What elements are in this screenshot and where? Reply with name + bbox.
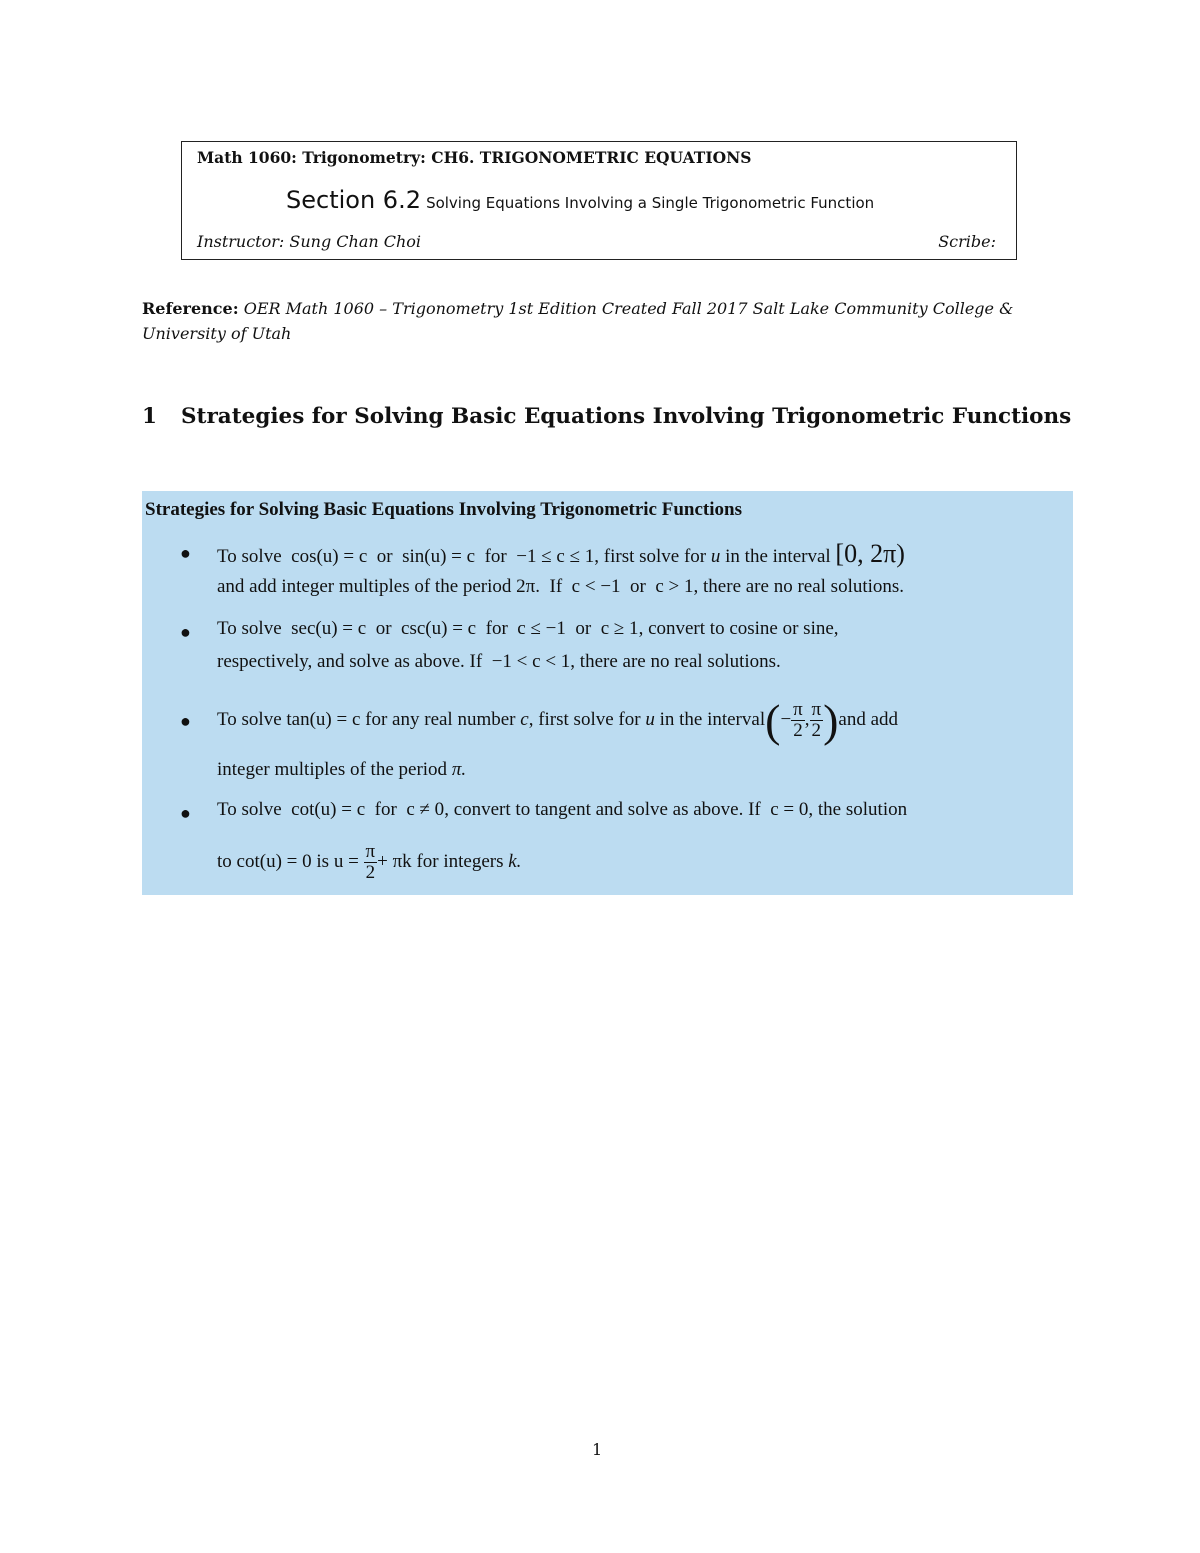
- strategy-box-title: Strategies for Solving Basic Equations Involving Trigonometric Functions: [145, 499, 742, 520]
- bullet-1-line-2: and add integer multiples of the period 2π. If c < −1 or c > 1, there are no real solutions.: [217, 576, 905, 597]
- section-heading: [142, 404, 1071, 429]
- fraction-pi-over-2: $\frac{\pi}{2}$: [811, 698, 822, 741]
- range-expression: −1 ≤ c ≤ 1: [516, 546, 595, 567]
- document-header: [181, 141, 1017, 260]
- bullet-3-line-2: integer multiples of the period π.: [217, 759, 467, 780]
- bullet-1-line-1: To solve cos(u) = c or sin(u) = c for −1 ≤ c ≤ 1, first solve for u in the interval [0, 2π): [217, 539, 905, 568]
- equation: sin(u) = c: [402, 546, 476, 567]
- equation: cot(u) = 0: [236, 851, 312, 872]
- interval-expression: [0, 2π): [835, 539, 905, 568]
- section-heading-number: 1: [142, 404, 157, 429]
- fraction-pi-over-2: $\frac{\pi}{2}$: [793, 698, 803, 741]
- course-title: Math 1060: Trigonometry: CH6. TRIGONOMETRIC EQUATIONS: [197, 148, 752, 167]
- bullet-2-line-1: To solve sec(u) = c or csc(u) = c for c ≤ −1 or c ≥ 1, convert to cosine or sine,: [217, 618, 839, 639]
- bullet-icon: ●: [180, 622, 191, 642]
- equation: tan(u) = c: [286, 709, 361, 730]
- fraction-pi-over-2: $\frac{\pi}{2}$: [365, 840, 376, 883]
- bullet-icon: ●: [180, 803, 191, 823]
- scribe: Scribe:: [938, 232, 996, 251]
- bullet-4-line-2: to cot(u) = 0 is u = $\frac{\pi}{2}$ + πk for integers k.: [217, 840, 522, 883]
- reference-text: OER Math 1060 – Trigonometry 1st Edition Created Fall 2017 Salt Lake Community College & University of Utah: [142, 299, 1014, 343]
- bullet-2-line-2: respectively, and solve as above. If −1 < c < 1, there are no real solutions.: [217, 651, 781, 672]
- equation: csc(u) = c: [401, 618, 477, 639]
- section-number: Section 6.2: [286, 186, 421, 214]
- equation: cos(u) = c: [291, 546, 368, 567]
- reference-label: Reference:: [142, 299, 239, 318]
- instructor: Instructor: Sung Chan Choi: [197, 232, 422, 251]
- interval-left-sign: −: [780, 709, 792, 730]
- strategy-box: [142, 491, 1073, 895]
- bullet-icon: ●: [180, 543, 191, 563]
- section-heading-title: Strategies for Solving Basic Equations Involving Trigonometric Functions: [181, 404, 1072, 429]
- equation: cot(u) = c: [291, 799, 366, 820]
- bullet-3-line-1: To solve tan(u) = c for any real number c , first solve for u in the interval ( − $\frac{\pi}{2}$ , $\frac{\pi}{2}$ ) and add: [217, 694, 899, 746]
- equation: sec(u) = c: [291, 618, 367, 639]
- section-line: [286, 186, 874, 214]
- page-number: 1: [592, 1440, 603, 1459]
- section-title: Solving Equations Involving a Single Trigonometric Function: [426, 194, 875, 212]
- bullet-icon: ●: [180, 711, 191, 731]
- reference: [142, 296, 1082, 346]
- bullet-4-line-1: To solve cot(u) = c for c ≠ 0, convert to tangent and solve as above. If c = 0, the solution: [217, 799, 908, 820]
